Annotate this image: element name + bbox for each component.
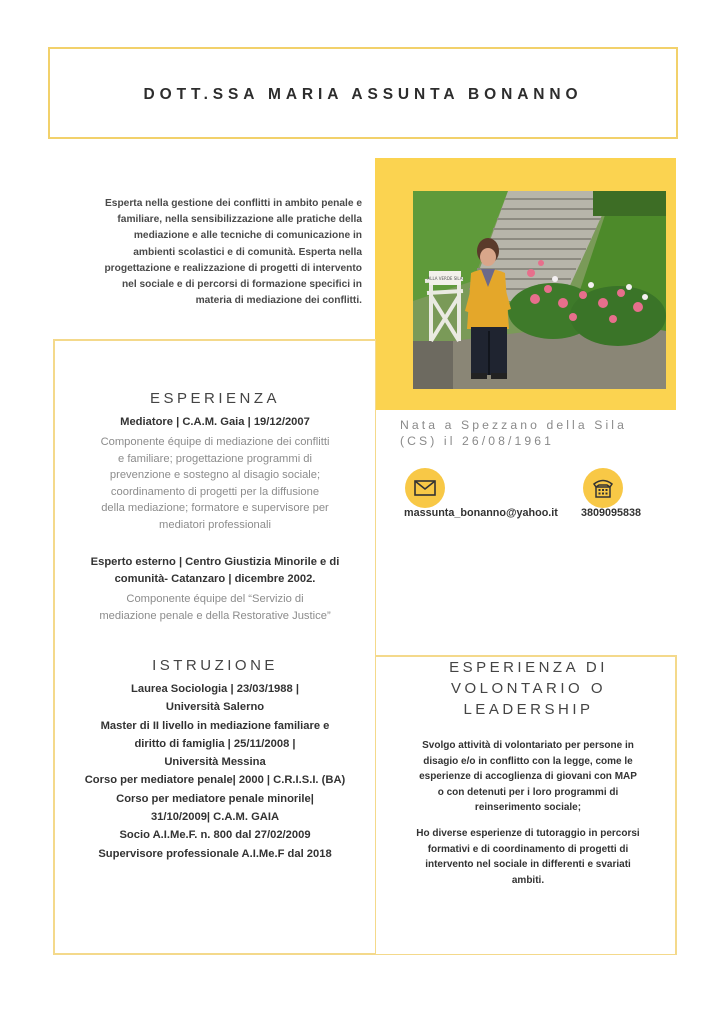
education-line: Università Salerno (165, 701, 265, 714)
job-description (60, 591, 370, 624)
summary-line: ambienti scolastici e di comunità. Esperta nella (133, 246, 362, 258)
birth-line: (CS) il 26/08/1961 (400, 434, 555, 448)
job-description-line: Componente équipe del “Servizio di (126, 593, 304, 605)
education-line: Master di II livello in mediazione familiare e (100, 719, 330, 732)
education-heading: ISTRUZIONE (152, 657, 278, 674)
profile-summary (72, 196, 362, 309)
email-address[interactable]: massunta_bonanno@yahoo.it (404, 507, 558, 519)
volunteer-paragraph-1 (393, 738, 663, 816)
volunteer-line: disagio e/o in conflitto con la legge, come le (423, 755, 633, 767)
education-line: 31/10/2009| C.A.M. GAIA (150, 811, 280, 824)
job-description-line: della mediazione; formatore e supervisore per (101, 502, 329, 514)
phone-number[interactable]: 3809095838 (581, 507, 642, 519)
volunteer-line: Svolgo attività di volontariato per persone in (422, 740, 634, 751)
volunteer-line: o con detenuti per i loro programmi di (437, 786, 619, 798)
education-line: Socio A.I.Me.F. n. 800 dal 27/02/2009 (119, 829, 311, 842)
name-box (48, 47, 678, 139)
volunteer-heading-line: LEADERSHIP (463, 701, 594, 718)
volunteer-line: reinserimento sociale; (474, 802, 582, 814)
volunteer-paragraph-2 (393, 826, 663, 888)
experience-job-2 (60, 554, 370, 624)
volunteer-heading (380, 657, 677, 720)
volunteer-line: Ho diverse esperienze di tutoraggio in percorsi (416, 828, 640, 839)
experience-job-1 (60, 414, 370, 533)
volunteer-line: intervento nel sociale in differenti e svariati (425, 859, 631, 871)
job-description-line: mediatori professionali (159, 518, 271, 531)
job-title: comunità- Catanzaro | dicembre 2002. (114, 573, 316, 585)
bottom-divider (53, 953, 376, 955)
education-line: Corso per mediatore penale| 2000 | C.R.I.S.I. (BA) (84, 774, 346, 787)
profile-photo (413, 191, 666, 389)
summary-line: nel sociale e di percorsi di formazione specifici in (121, 279, 362, 291)
page-title: DOTT.SSA MARIA ASSUNTA BONANNO (143, 86, 583, 103)
summary-line: mediazione e alle tecniche di comunicazione in (133, 230, 362, 242)
experience-heading: ESPERIENZA (149, 390, 281, 407)
job-title: Mediatore | C.A.M. Gaia | 19/12/2007 (120, 416, 310, 428)
volunteer-line: esperienze di accoglienza di giovani con MAP (419, 771, 637, 783)
volunteer-line: ambiti. (511, 874, 545, 886)
summary-line: familiare, nella sensibilizzazione alle pratiche della (117, 214, 362, 226)
education-line: diritto di famiglia | 25/11/2008 | (134, 737, 296, 750)
job-description (60, 434, 370, 533)
job-description-line: prevenzione e sostegno al disagio sociale; (109, 469, 321, 481)
telephone-icon (583, 468, 623, 508)
education-line: Corso per mediatore penale minorile| (116, 792, 314, 805)
education-line: Supervisore professionale A.I.Me.F dal 2018 (98, 847, 332, 860)
summary-line: progettazione e realizzazione di progetti di intervento (104, 262, 362, 274)
job-title: Esperto esterno | Centro Giustizia Minorile e di (90, 556, 340, 568)
photo-sign-text: ALLA VERDE SILA (427, 276, 463, 281)
job-description-line: coordinamento di progetti per la diffusione (110, 485, 320, 498)
summary-line: Esperta nella gestione dei conflitti in ambito penale e (104, 198, 362, 209)
job-description-line: e familiare; progettazione programmi di (117, 452, 312, 465)
education-list (60, 680, 370, 863)
summary-line: materia di mediazione dei conflitti. (195, 295, 362, 307)
envelope-icon (405, 468, 445, 508)
volunteer-heading-line: VOLONTARIO O (450, 680, 607, 697)
education-line: Laurea Sociologia | 23/03/1988 | (131, 683, 299, 695)
job-description-line: Componente équipe di mediazione dei conflitti (100, 436, 330, 448)
volunteer-heading-line: ESPERIENZA DI (449, 659, 608, 676)
birth-info (400, 417, 670, 449)
education-line: Università Messina (164, 756, 266, 769)
job-description-line: mediazione penale e della Restorative Justice” (99, 609, 331, 622)
birth-line: Nata a Spezzano della Sila (400, 418, 627, 432)
volunteer-line: formativi e di coordinamento di progetti di (427, 843, 629, 855)
